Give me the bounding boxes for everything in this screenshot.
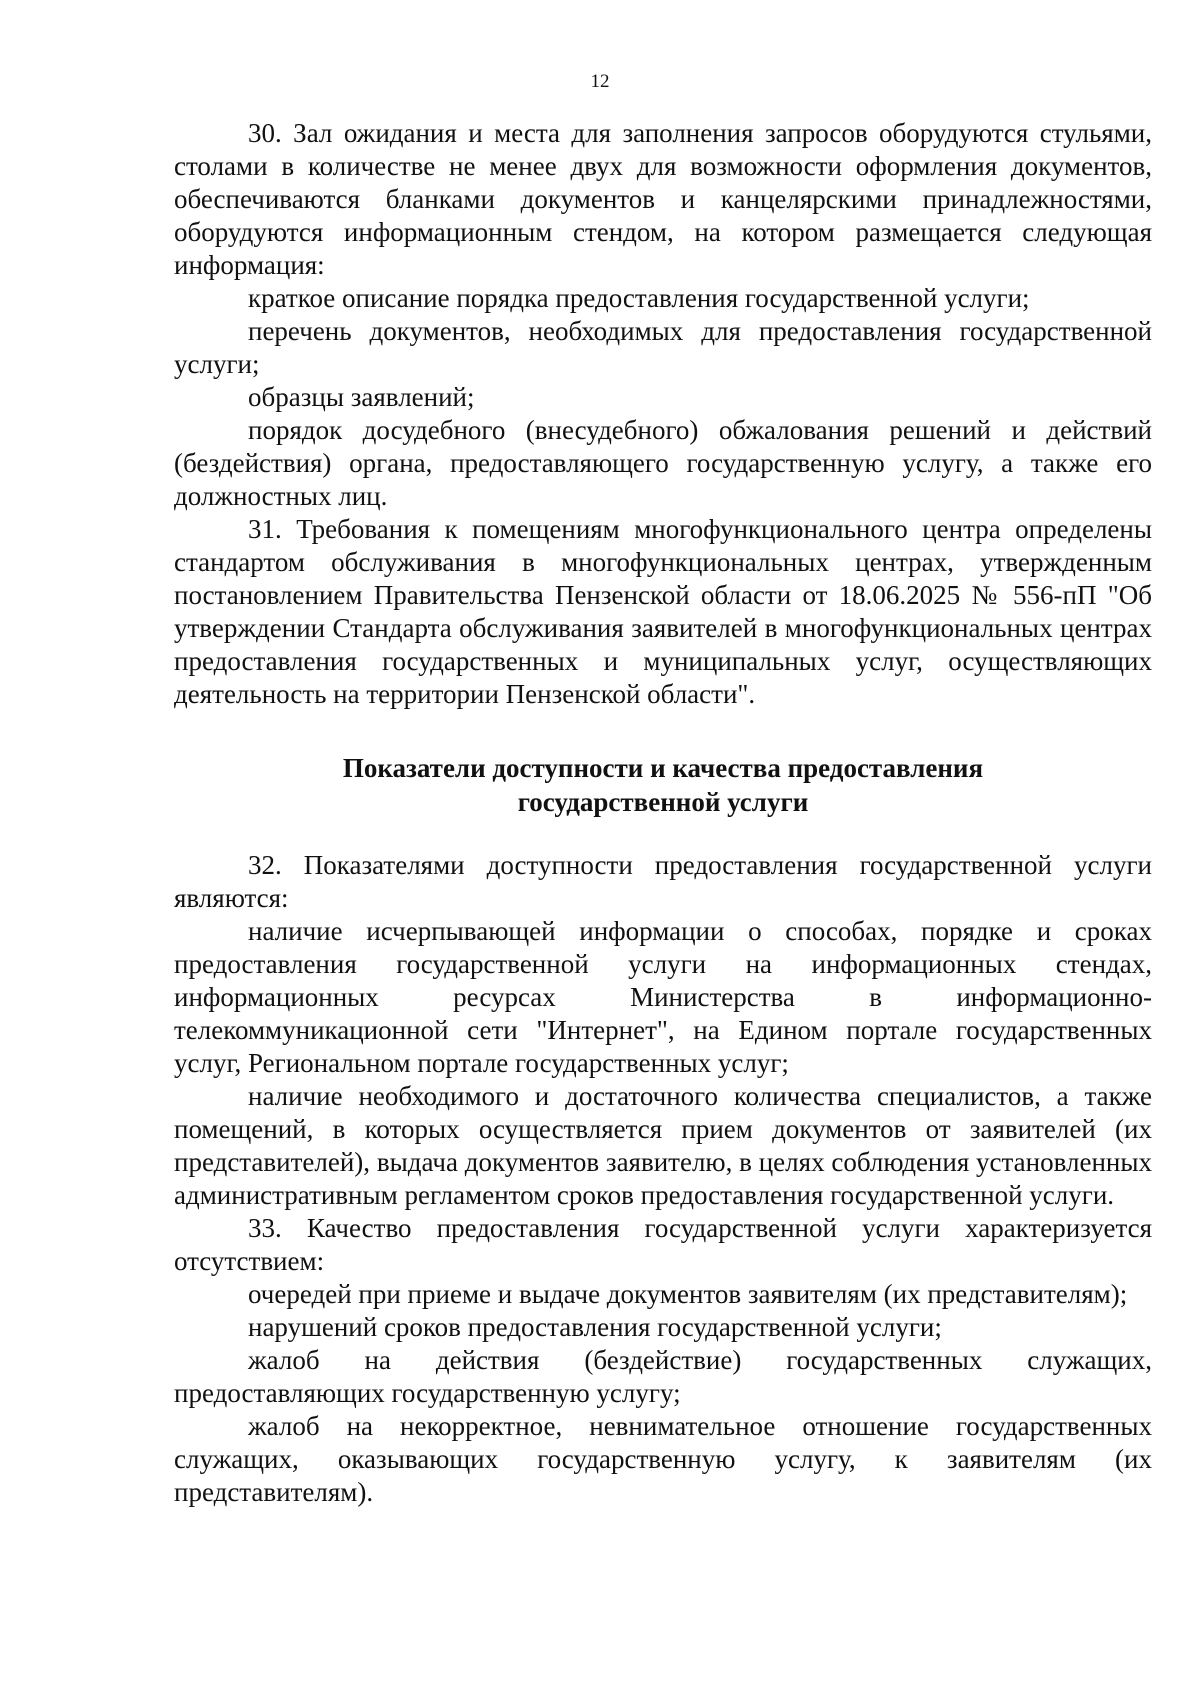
section-32-33: [174, 849, 1152, 1509]
paragraph-32: 32. Показателями доступности предоставления государственной услуги являются:: [174, 850, 1152, 913]
list-item: жалоб на действия (бездействие) государственных служащих, предоставляющих государственную услугу;: [174, 1345, 1152, 1408]
paragraph-30: 30. Зал ожидания и места для заполнения запросов оборудуются стульями, столами в количестве не менее двух для возможности оформления документов, обеспечиваются бланками документов и канцелярскими принадлежностями, оборудуются информационным стендом, на котором размещается следующая информация:: [174, 118, 1152, 280]
paragraph-33: 33. Качество предоставления государственной услуги характеризуется отсутствием:: [174, 1213, 1152, 1276]
list-item: перечень документов, необходимых для предоставления государственной услуги;: [174, 316, 1152, 379]
list-item: очередей при приеме и выдаче документов заявителям (их представителям);: [248, 1279, 1128, 1309]
list-item: порядок досудебного (внесудебного) обжалования решений и действий (бездействия) органа, предоставляющего государственную услугу, а также его должностных лиц.: [174, 415, 1152, 511]
list-item: краткое описание порядка предоставления государственной услуги;: [248, 283, 1030, 313]
paragraph-31: 31. Требования к помещениям многофункционального центра определены стандартом обслуживания в многофункциональных центрах, утвержденным постановлением Правительства Пензенской области от 18.06.2025 № 556-пП "Об утверждении Стандарта обслуживания заявителей в многофункциональных центрах предоставления государственных и муниципальных услуг, осуществляющих деятельность на территории Пензенской области".: [174, 514, 1152, 709]
heading-line-1: Показатели доступности и качества предоставления: [342, 753, 984, 783]
list-item: наличие необходимого и достаточного количества специалистов, а также помещений, в которых осуществляется прием документов от заявителей (их представителей), выдача документов заявителю, в целях соблюдения установленных административным регламентом сроков предоставления государственной услуги.: [174, 1081, 1152, 1210]
heading-line-2: государственной услуги: [517, 787, 809, 817]
list-item: нарушений сроков предоставления государственной услуги;: [248, 1312, 942, 1342]
list-item: жалоб на некорректное, невнимательное отношение государственных служащих, оказывающих государственную услугу, к заявителям (их представителям).: [174, 1411, 1152, 1507]
section-heading: [174, 751, 1152, 819]
section-30-31: [174, 117, 1152, 711]
page-number: 12: [590, 71, 610, 92]
list-item: наличие исчерпывающей информации о способах, порядке и сроках предоставления государственной услуги на информационных стендах, информационных ресурсах Министерства в информационно-телекоммуникационной сети "Интернет", на Едином портале государственных услуг, Региональном портале государственных услуг;: [174, 916, 1152, 1078]
list-item: образцы заявлений;: [248, 382, 475, 412]
